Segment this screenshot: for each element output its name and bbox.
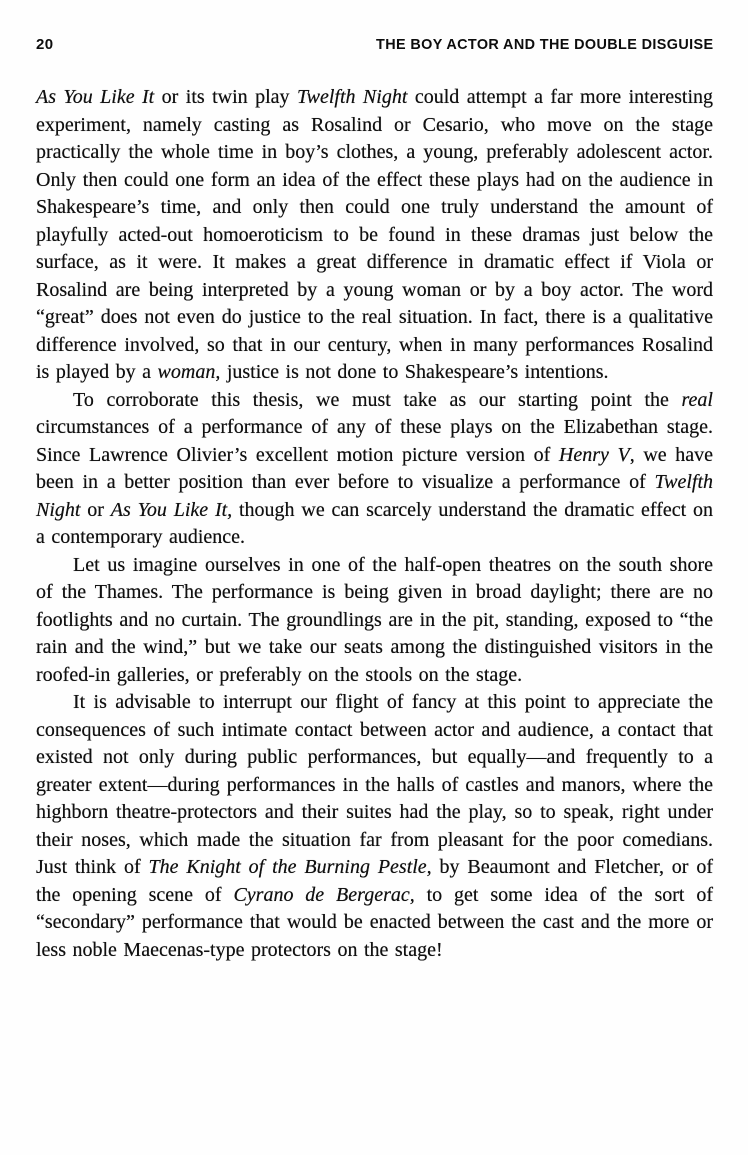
italic-text-segment: woman, xyxy=(157,361,221,383)
text-segment: though we can scarcely understand the dramatic effect on a contemporary audience. xyxy=(36,498,713,548)
text-segment: , we have been in a better position than ever before to visualize a performance of xyxy=(36,443,714,493)
text-segment: could attempt a far more interesting experiment, namely casting as Rosalind or Cesario, who move on the stage practically the whole time in boy’s clothes, a young, preferably adolescent actor. Only then could one form an idea of the effect these plays had on the audience in Shakespeare’s time, and only then could one truly understand the amount of playfully acted-out homoeroticism to be found in these dramas just below the surface, as it were. It makes a great difference in dramatic effect if Viola or Rosalind are being interpreted by a young woman or by a boy actor. The word “great” does not even do justice to the real situation. In fact, there is a qualitative difference involved, so that in our century, when in many performances Rosalind is played by a xyxy=(36,86,714,383)
page-number: 20 xyxy=(36,36,54,53)
text-segment: It is advisable to interrupt our flight of fancy at this point to appreciate the consequences of such intimate contact between actor and audience, a contact that existed not only during public performances, but equally—and frequently to a greater extent—during performances in the halls of castles and manors, where the highborn theatre-protectors and their suites had the play, so to speak, right under their noses, which made the situation far from pleasant for the poor comedians. Just think of xyxy=(36,691,713,878)
paragraph xyxy=(36,387,713,552)
running-head xyxy=(36,36,713,53)
text-segment: To corroborate this thesis, we must take as our starting point the xyxy=(73,388,682,411)
italic-text-segment: Twelfth Night xyxy=(296,86,408,108)
italic-text-segment: As You Like It, xyxy=(110,498,233,521)
text-segment: justice is not done to Shakespeare’s intentions. xyxy=(220,361,609,383)
italic-text-segment: real xyxy=(681,388,713,411)
paragraph xyxy=(36,689,713,964)
text-segment: or xyxy=(80,498,111,521)
text-segment: circumstances of a performance of any of these plays on the Elizabethan stage. Since Lawrence Olivier’s excellent motion picture version of xyxy=(36,416,713,466)
paragraph xyxy=(36,84,713,387)
italic-text-segment: As You Like It xyxy=(36,86,155,108)
italic-text-segment: The Knight of the Burning Pestle, xyxy=(148,856,432,878)
italic-text-segment: Twelfth Night xyxy=(36,471,713,521)
text-segment: by Beaumont and Fletcher, or of the opening scene of xyxy=(36,856,713,906)
text-segment: or its twin play xyxy=(154,86,297,108)
running-header-title: THE BOY ACTOR AND THE DOUBLE DISGUISE xyxy=(375,36,713,53)
italic-text-segment: Henry V xyxy=(558,443,630,466)
italic-text-segment: Cyrano de Bergerac, xyxy=(233,883,415,906)
text-segment: Let us imagine ourselves in one of the half-open theatres on the south shore of the Thames. The performance is being given in broad daylight; there are no footlights and no curtain. The groundlings are in the pit, standing, exposed to “the rain and the wind,” but we take our seats among the distinguished visitors in the roofed-in galleries, or preferably on the stools on the stage. xyxy=(36,553,713,686)
text-segment: to get some idea of the sort of “secondary” performance that would be enacted between the cast and the more or less noble Maecenas-type protectors on the stage! xyxy=(36,883,713,961)
body-text xyxy=(36,84,713,964)
paragraph xyxy=(36,552,713,690)
